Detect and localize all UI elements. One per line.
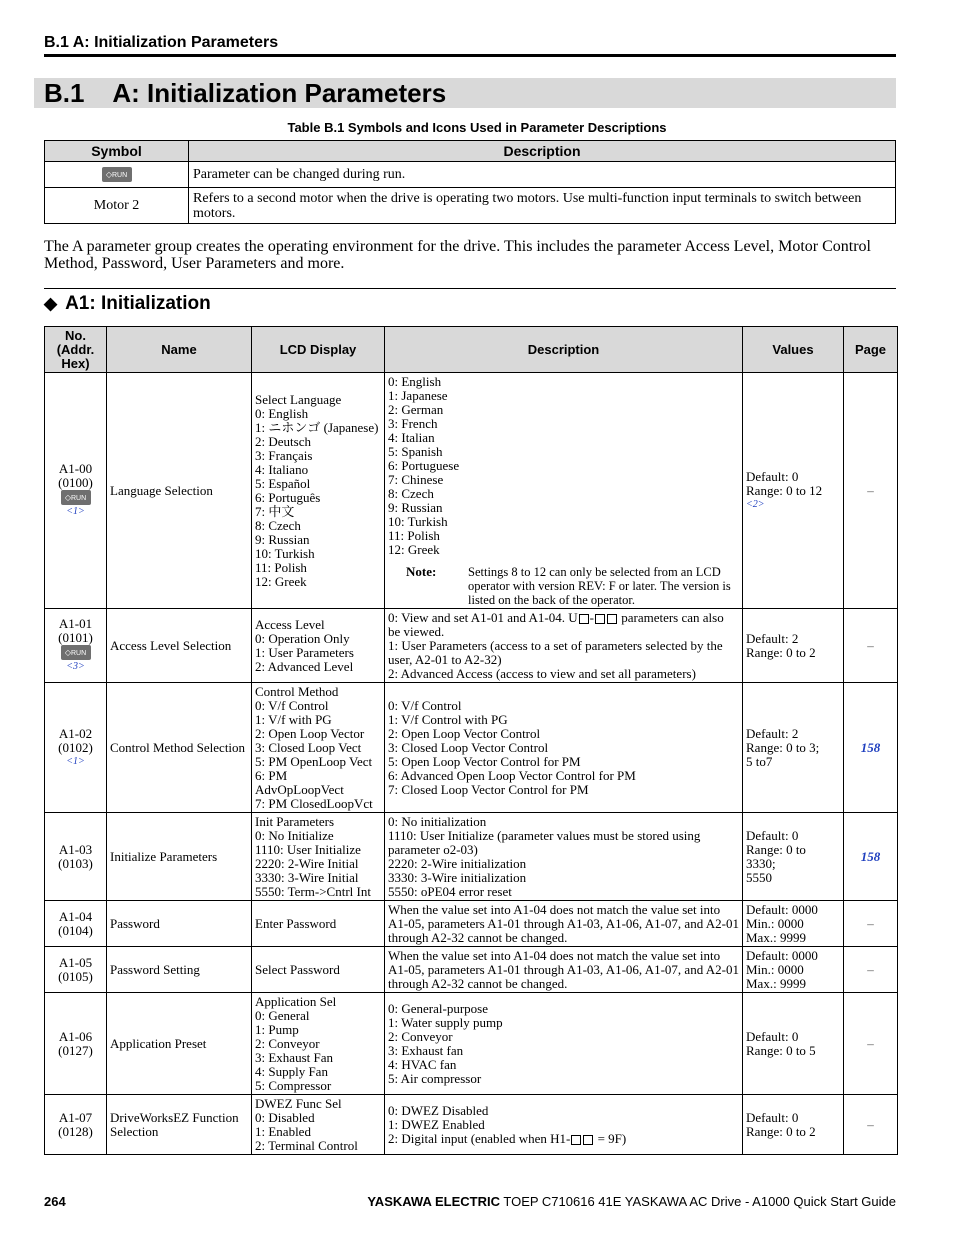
description-column-header: Description	[385, 327, 743, 373]
section-title: B.1 A: Initialization Parameters	[44, 78, 447, 108]
values-cell: Default: 2 Range: 0 to 2	[743, 609, 844, 683]
description-cell: Parameter can be changed during run.	[189, 162, 896, 188]
param-no-cell	[45, 947, 107, 993]
footnote-ref[interactable]: <1>	[66, 506, 85, 518]
lcd-display-cell: Select Language 0: English 1: ニホンゴ (Japanese) 2: Deutsch 3: Français 4: Italiano 5: Español 6: Português 7: 中文 8: Czech 9: Russian 10: Turkish 11: Polish 12: Greek	[252, 373, 385, 609]
param-no-cell	[45, 993, 107, 1095]
param-address: (0103)	[58, 855, 93, 871]
param-no-cell	[45, 901, 107, 947]
table-row	[45, 901, 898, 947]
symbol-cell: Motor 2	[45, 188, 189, 224]
values-column-header: Values	[743, 327, 844, 373]
description-cell: 0: English 1: Japanese 2: German 3: French 4: Italian 5: Spanish 6: Portuguese 7: Chinese 8: Czech 9: Russian 10: Turkish 11: Polish 12: Greek Note: Settings 8 to 12 can only be selected from an LCD operator with version REV: F or later. The version is listed on the back of the operator.	[385, 373, 743, 609]
subsection-title: A1: Initialization	[65, 293, 211, 314]
param-address: (0101)	[58, 629, 93, 645]
table-row	[45, 162, 896, 188]
placeholder-box-icon	[607, 614, 617, 624]
run-icon: ◇RUN	[61, 645, 91, 660]
description-cell: When the value set into A1-04 does not match the value set into A1-05, parameters A1-01 through A1-03, A1-06, A1-07, and A2-01 through A2-32 cannot be changed.	[385, 947, 743, 993]
description-cell: Refers to a second motor when the drive is operating two motors. Use multi-function input terminals to switch between motors.	[189, 188, 896, 224]
footer-page-number: 264	[44, 1194, 66, 1209]
lcd-display-cell: Access Level 0: Operation Only 1: User Parameters 2: Advanced Level	[252, 609, 385, 683]
param-number: A1-05	[58, 954, 93, 970]
param-address: (0102)	[58, 739, 93, 755]
page-cell: –	[844, 1095, 898, 1155]
symbols-table-header	[45, 141, 896, 162]
diamond-icon: ◆	[44, 294, 58, 313]
placeholder-box-icon	[583, 1135, 593, 1145]
table-row	[45, 683, 898, 813]
page-cell	[844, 813, 898, 901]
param-name-cell: Initialize Parameters	[107, 813, 252, 901]
footer-text	[367, 1194, 896, 1209]
param-number: A1-00	[58, 460, 93, 476]
param-number: A1-03	[58, 841, 93, 857]
page-cell: –	[844, 993, 898, 1095]
page-cell: –	[844, 947, 898, 993]
param-name-cell: DriveWorksEZ Function Selection	[107, 1095, 252, 1155]
param-no-cell	[45, 683, 107, 813]
param-name-cell: Control Method Selection	[107, 683, 252, 813]
table-row	[45, 373, 898, 609]
param-address: (0104)	[58, 922, 93, 938]
lcd-display-cell: Application Sel 0: General 1: Pump 2: Conveyor 3: Exhaust Fan 4: Supply Fan 5: Compressor	[252, 993, 385, 1095]
values-cell: Default: 2 Range: 0 to 3; 5 to7	[743, 683, 844, 813]
description-cell: 0: General-purpose 1: Water supply pump 2: Conveyor 3: Exhaust fan 4: HVAC fan 5: Air compressor	[385, 993, 743, 1095]
symbol-column-header: Symbol	[45, 141, 189, 162]
parameters-table	[44, 326, 898, 1155]
param-number: A1-02	[58, 725, 93, 741]
run-icon: ◇RUN	[102, 167, 132, 182]
param-no-cell	[45, 609, 107, 683]
symbol-cell	[45, 162, 189, 188]
page-link[interactable]: 158	[860, 848, 881, 864]
param-name-cell: Access Level Selection	[107, 609, 252, 683]
lcd-display-cell: Select Password	[252, 947, 385, 993]
description-cell: 0: View and set A1-01 and A1-04. U - parameters can also be viewed. 1: User Parameters (access to a set of parameters selected by the user, A2-01 to A2-32) 2: Advanced Access (access to view and set all parameters)	[385, 609, 743, 683]
values-cell: Default: 0 Range: 0 to 2	[743, 1095, 844, 1155]
footnote-ref[interactable]: <1>	[66, 755, 85, 767]
values-cell: Default: 0 Range: 0 to 5	[743, 993, 844, 1095]
param-name-cell: Application Preset	[107, 993, 252, 1095]
note	[388, 565, 739, 607]
run-icon: ◇RUN	[61, 490, 91, 505]
page-cell: –	[844, 373, 898, 609]
lcd-display-cell: Init Parameters 0: No Initialize 1110: User Initialize 2220: 2-Wire Initial 3330: 3-Wire Initial 5550: Term->Cntrl Int	[252, 813, 385, 901]
name-column-header: Name	[107, 327, 252, 373]
table-row	[45, 993, 898, 1095]
symbols-table	[44, 140, 896, 224]
parameters-table-header	[45, 327, 898, 373]
param-address: (0128)	[58, 1123, 93, 1139]
running-header: B.1 A: Initialization Parameters	[44, 34, 279, 51]
footer-doc: TOEP C710616 41E YASKAWA AC Drive - A1000 Quick Start Guide	[500, 1194, 896, 1209]
values-cell: Default: 0000 Min.: 0000 Max.: 9999	[743, 947, 844, 993]
placeholder-box-icon	[571, 1135, 581, 1145]
intro-paragraph: The A parameter group creates the operating environment for the drive. This includes the parameter Access Level, Motor Control Method, Password, User Parameters and more.	[44, 238, 871, 272]
page-link[interactable]: 158	[860, 739, 881, 755]
footnote-ref[interactable]: <2>	[746, 498, 765, 510]
param-no-cell	[45, 813, 107, 901]
param-no-cell	[45, 373, 107, 609]
page-cell: –	[844, 609, 898, 683]
description-column-header: Description	[189, 141, 896, 162]
placeholder-box-icon	[595, 614, 605, 624]
subsection-heading	[44, 293, 211, 315]
param-name-cell: Language Selection	[107, 373, 252, 609]
table-caption: Table B.1 Symbols and Icons Used in Parameter Descriptions	[287, 120, 667, 135]
description-cell: When the value set into A1-04 does not match the value set into A1-05, parameters A1-01 through A1-03, A1-06, A1-07, and A2-01 through A2-32 cannot be changed.	[385, 901, 743, 947]
table-row	[45, 947, 898, 993]
param-number: A1-04	[58, 908, 93, 924]
lcd-column-header: LCD Display	[252, 327, 385, 373]
param-number: A1-01	[58, 615, 93, 631]
values-cell: Default: 0 Range: 0 to 12 <2>	[743, 373, 844, 609]
param-number: A1-07	[58, 1109, 93, 1125]
no-column-header: No. (Addr. Hex)	[45, 327, 107, 373]
param-address: (0105)	[58, 968, 93, 984]
table-row	[45, 1095, 898, 1155]
description-cell: 0: V/f Control 1: V/f Control with PG 2: Open Loop Vector Control 3: Closed Loop Vector Control 5: Open Loop Vector Control for PM 6: Advanced Open Loop Vector Control for PM 7: Closed Loop Vector Control for PM	[385, 683, 743, 813]
values-cell: Default: 0 Range: 0 to 3330; 5550	[743, 813, 844, 901]
note-label: Note:	[406, 563, 437, 579]
param-name-cell: Password Setting	[107, 947, 252, 993]
page-cell	[844, 683, 898, 813]
param-number: A1-06	[58, 1028, 93, 1044]
table-row	[45, 188, 896, 224]
footer-brand: YASKAWA ELECTRIC	[367, 1194, 500, 1209]
page-column-header: Page	[844, 327, 898, 373]
param-address: (0127)	[58, 1042, 93, 1058]
param-no-cell	[45, 1095, 107, 1155]
subsection-rule	[44, 288, 896, 289]
placeholder-box-icon	[579, 614, 589, 624]
section-title-bar	[34, 78, 896, 108]
lcd-display-cell: Enter Password	[252, 901, 385, 947]
description-cell: 0: DWEZ Disabled 1: DWEZ Enabled 2: Digital input (enabled when H1- = 9F)	[385, 1095, 743, 1155]
table-row	[45, 813, 898, 901]
description-cell: 0: No initialization 1110: User Initialize (parameter values must be stored using parameter o2-03) 2220: 2-Wire initialization 3330: 3-Wire initialization 5550: oPE04 error reset	[385, 813, 743, 901]
values-cell: Default: 0000 Min.: 0000 Max.: 9999	[743, 901, 844, 947]
lcd-display-cell: Control Method 0: V/f Control 1: V/f with PG 2: Open Loop Vector 3: Closed Loop Vect 5: PM OpenLoop Vect 6: PM AdvOpLoopVect 7: PM ClosedLoopVct	[252, 683, 385, 813]
note-text: Settings 8 to 12 can only be selected from an LCD operator with version REV: F or later. The version is listed on the back of the operator.	[468, 564, 731, 607]
header-rule	[44, 54, 896, 57]
param-address: (0100)	[58, 474, 93, 490]
table-row	[45, 609, 898, 683]
footnote-ref[interactable]: <3>	[66, 661, 85, 673]
page-cell: –	[844, 901, 898, 947]
lcd-display-cell: DWEZ Func Sel 0: Disabled 1: Enabled 2: Terminal Control	[252, 1095, 385, 1155]
param-name-cell: Password	[107, 901, 252, 947]
